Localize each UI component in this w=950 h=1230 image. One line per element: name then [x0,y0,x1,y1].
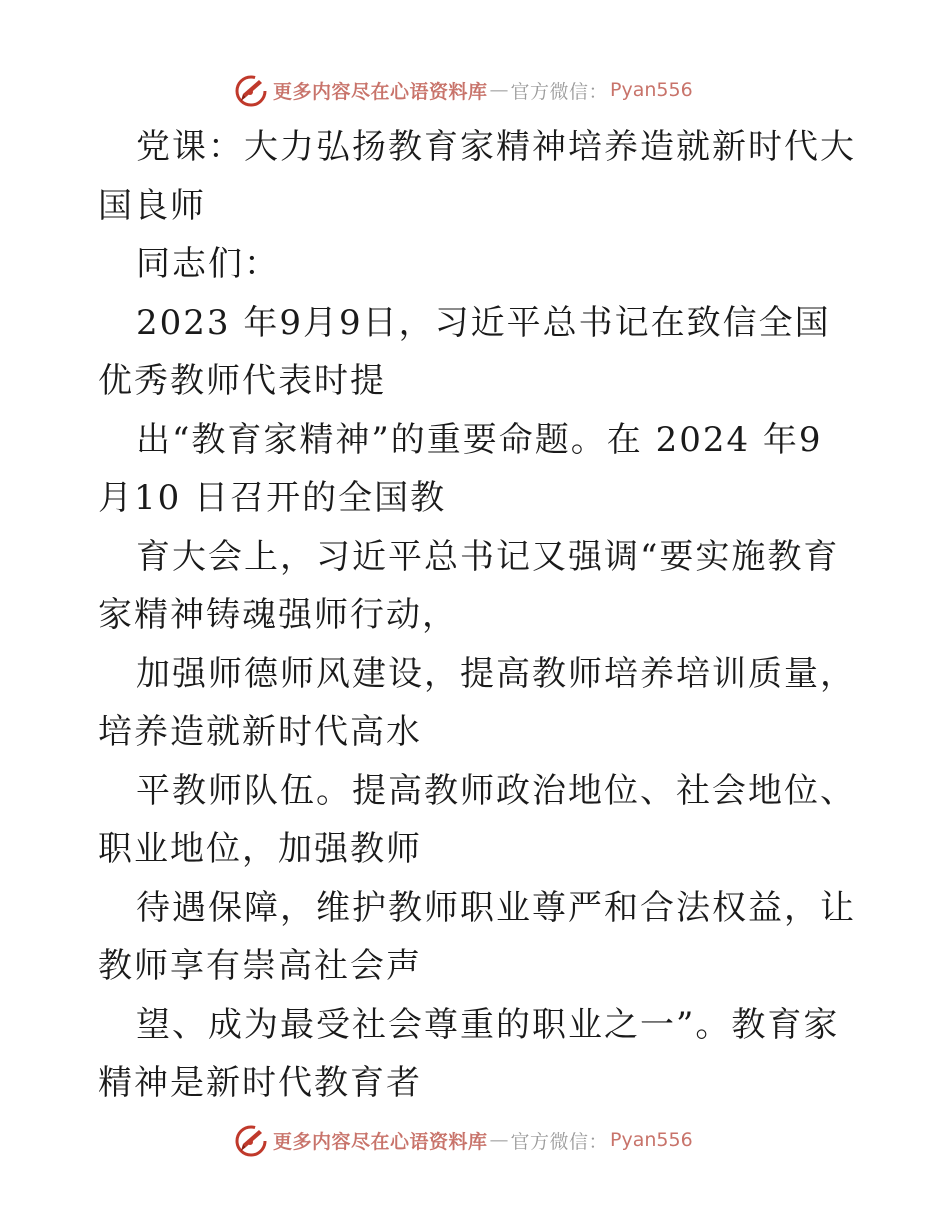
body-paragraph: 望、成为最受社会尊重的职业之一”。教育家精神是新时代教育者 [98,1004,840,1103]
salutation: 同志们： [136,244,280,284]
banner-slogan: 更多内容尽在心语资料库 [273,1130,488,1153]
banner-slogan: 更多内容尽在心语资料库 [273,80,488,103]
banner-wechat-label: 官方微信： [510,1130,609,1153]
body-paragraph: 2023 年9月9日，习近平总书记在致信全国优秀教师代表时提 [98,302,831,401]
body-paragraph: 出“教育家精神”的重要命题。在 2024 年9月10 日召开的全国教 [98,419,823,518]
body-paragraph: 加强师德师风建设，提高教师培养培训质量，培养造就新时代高水 [98,653,856,752]
body-paragraph: 待遇保障，维护教师职业尊严和合法权益，让教师享有崇高社会声 [98,887,856,986]
header-watermark-banner [233,72,753,108]
banner-dash: — [489,1129,509,1151]
document-title: 党课：大力弘扬教育家精神培养造就新时代大国良师 [98,127,856,226]
heart-pen-logo-icon [233,1122,269,1158]
banner-dash: — [489,79,509,101]
footer-watermark-banner [233,1122,753,1158]
document-body [98,118,858,1113]
banner-wechat-id: Pyan556 [610,1129,693,1151]
heart-pen-logo-icon [233,72,269,108]
banner-wechat-label: 官方微信： [510,80,609,103]
body-paragraph: 育大会上，习近平总书记又强调“要实施教育家精神铸魂强师行动， [98,536,840,635]
banner-wechat-id: Pyan556 [610,79,693,101]
body-paragraph: 平教师队伍。提高教师政治地位、社会地位、职业地位，加强教师 [98,770,856,869]
